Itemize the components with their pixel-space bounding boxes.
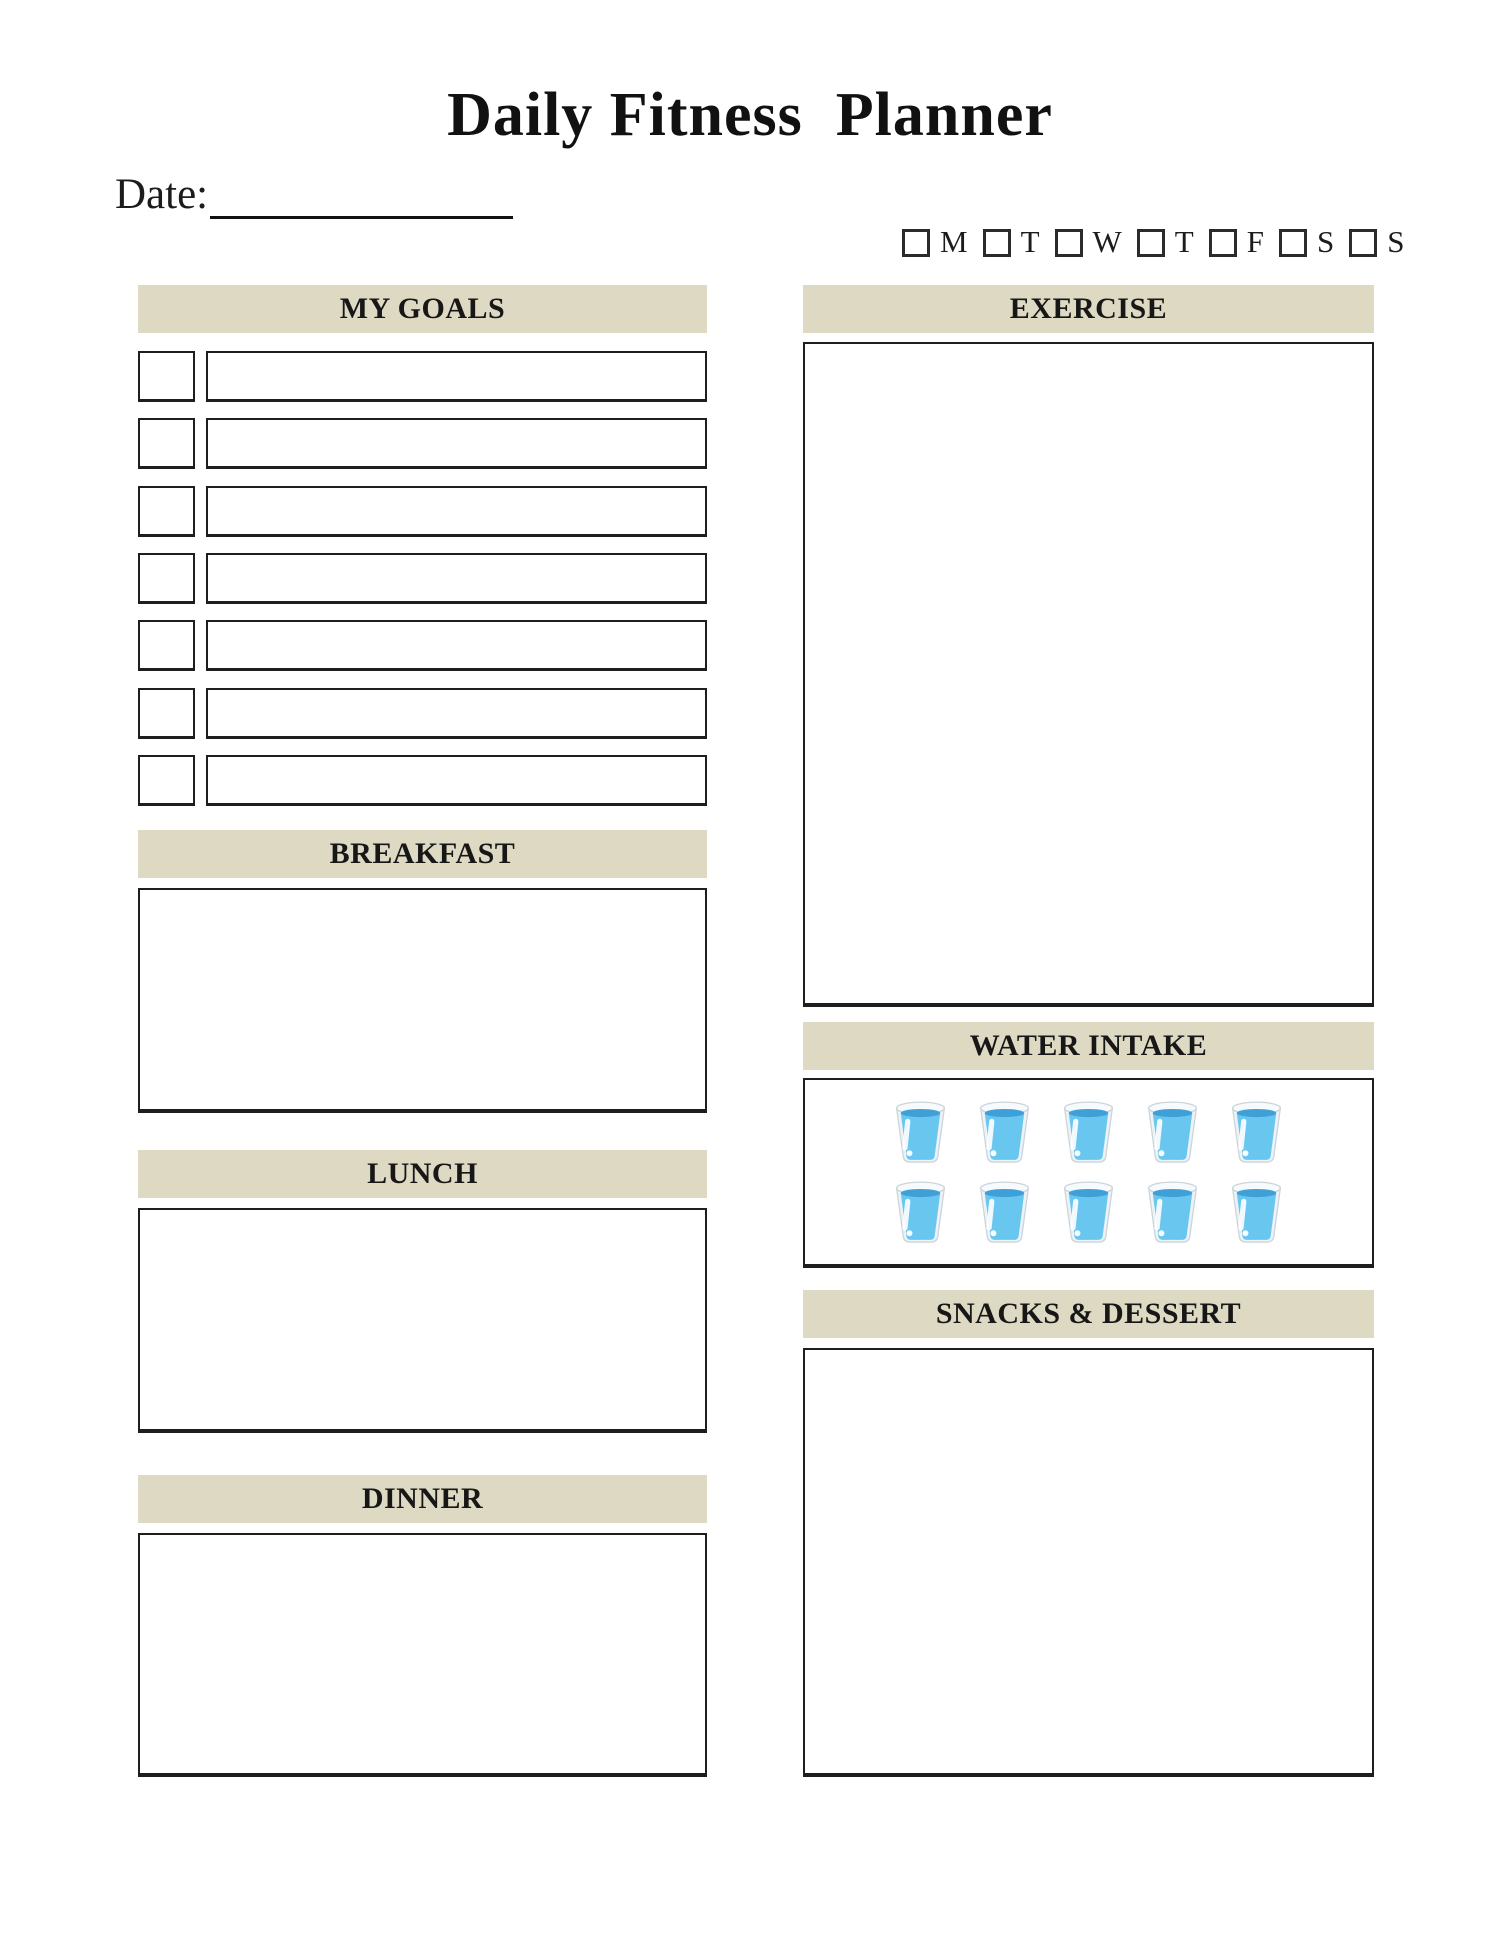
- date-row: [115, 170, 513, 219]
- water-glass-row: [805, 1180, 1372, 1244]
- page-title: Daily Fitness Planner: [447, 81, 1053, 149]
- goal-input-box[interactable]: [206, 688, 707, 739]
- water-intake-header: [803, 1022, 1374, 1070]
- weekday-item: [1055, 226, 1122, 259]
- goal-row: [138, 755, 707, 806]
- day-label: M: [940, 224, 968, 259]
- day-label: T: [1174, 224, 1194, 259]
- goal-checkbox[interactable]: [138, 620, 195, 671]
- weekday-item: [902, 226, 968, 259]
- goal-row: [138, 418, 707, 469]
- water-glass-icon[interactable]: [894, 1180, 947, 1244]
- day-label: S: [1387, 224, 1405, 259]
- day-label: F: [1246, 224, 1264, 259]
- water-glass-icon[interactable]: [1062, 1100, 1115, 1164]
- day-checkbox[interactable]: [1209, 229, 1237, 257]
- day-checkbox[interactable]: [902, 229, 930, 257]
- snacks-input-box[interactable]: [803, 1348, 1374, 1777]
- weekday-item: [1279, 226, 1334, 259]
- goal-input-box[interactable]: [206, 755, 707, 806]
- day-label: S: [1316, 224, 1335, 259]
- day-label: T: [1020, 224, 1040, 259]
- lunch-header: [138, 1150, 707, 1198]
- weekday-item: [1137, 226, 1194, 259]
- water-glass-icon[interactable]: [1230, 1100, 1283, 1164]
- goal-checkbox[interactable]: [138, 553, 195, 604]
- water-glass-icon[interactable]: [1146, 1180, 1199, 1244]
- goals-header: [138, 285, 707, 333]
- water-glass-icon[interactable]: [978, 1180, 1031, 1244]
- water-glass-icon[interactable]: [894, 1100, 947, 1164]
- goal-checkbox[interactable]: [138, 418, 195, 469]
- water-glass-row: [805, 1100, 1372, 1164]
- goal-row: [138, 486, 707, 537]
- day-checkbox[interactable]: [1349, 229, 1377, 257]
- lunch-input-box[interactable]: [138, 1208, 707, 1433]
- goal-checkbox[interactable]: [138, 486, 195, 537]
- goal-checkbox[interactable]: [138, 688, 195, 739]
- water-glass-icon[interactable]: [1062, 1180, 1115, 1244]
- goal-row: [138, 553, 707, 604]
- date-input-line[interactable]: [210, 175, 513, 219]
- goal-row: [138, 688, 707, 739]
- goals-header-label: MY GOALS: [339, 292, 506, 325]
- dinner-header-label: DINNER: [361, 1482, 484, 1515]
- day-checkbox[interactable]: [983, 229, 1011, 257]
- day-label: W: [1092, 224, 1122, 259]
- goal-row: [138, 620, 707, 671]
- lunch-header-label: LUNCH: [367, 1157, 478, 1190]
- exercise-input-box[interactable]: [803, 342, 1374, 1007]
- exercise-header-label: EXERCISE: [1009, 292, 1168, 325]
- day-checkbox[interactable]: [1137, 229, 1165, 257]
- goal-input-box[interactable]: [206, 620, 707, 671]
- exercise-header: [803, 285, 1374, 333]
- weekday-item: [983, 226, 1040, 259]
- breakfast-input-box[interactable]: [138, 888, 707, 1113]
- water-glass-icon[interactable]: [978, 1100, 1031, 1164]
- water-glass-icon[interactable]: [1230, 1180, 1283, 1244]
- weekday-item: [1349, 226, 1404, 259]
- date-label: Date:: [115, 171, 209, 218]
- water-intake-header-label: WATER INTAKE: [969, 1029, 1208, 1062]
- dinner-header: [138, 1475, 707, 1523]
- dinner-input-box[interactable]: [138, 1533, 707, 1777]
- goal-input-box[interactable]: [206, 351, 707, 402]
- goal-row: [138, 351, 707, 402]
- breakfast-header: [138, 830, 707, 878]
- weekday-item: [1209, 226, 1264, 259]
- water-glass-icon[interactable]: [1146, 1100, 1199, 1164]
- goal-checkbox[interactable]: [138, 755, 195, 806]
- goal-checkbox[interactable]: [138, 351, 195, 402]
- water-intake-box: [803, 1078, 1374, 1268]
- goal-input-box[interactable]: [206, 553, 707, 604]
- day-checkbox[interactable]: [1055, 229, 1083, 257]
- goal-input-box[interactable]: [206, 486, 707, 537]
- weekday-checkbox-row: [902, 226, 1419, 259]
- snacks-header-label: SNACKS & DESSERT: [935, 1297, 1242, 1330]
- breakfast-header-label: BREAKFAST: [329, 837, 516, 870]
- day-checkbox[interactable]: [1279, 229, 1307, 257]
- goals-list: [138, 351, 707, 806]
- goal-input-box[interactable]: [206, 418, 707, 469]
- snacks-header: [803, 1290, 1374, 1338]
